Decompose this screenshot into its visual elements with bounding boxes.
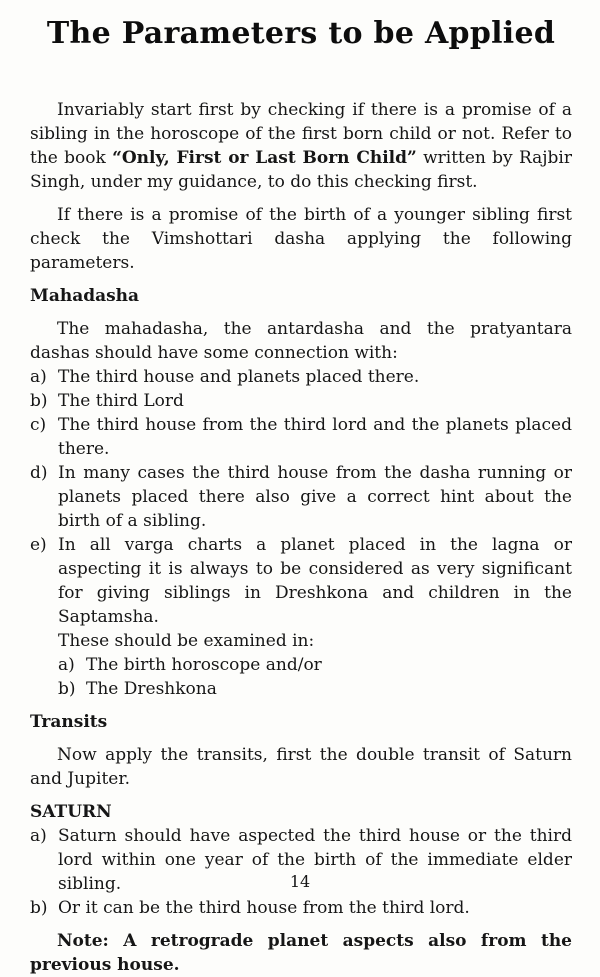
list-item xyxy=(30,365,572,389)
list-marker: a) xyxy=(30,367,47,387)
list-text: Or it can be the third house from the third lord. xyxy=(58,898,470,918)
list-text: The third Lord xyxy=(58,391,184,411)
intro-paragraph xyxy=(30,98,572,194)
examined-block xyxy=(58,629,572,701)
list-marker: c) xyxy=(30,415,47,435)
list-text: The Dreshkona xyxy=(86,679,217,699)
intro-book-title: “Only, First or Last Born Child” xyxy=(112,148,417,168)
list-marker: b) xyxy=(58,679,76,699)
page-title: The Parameters to be Applied xyxy=(46,16,556,51)
examined-intro: These should be examined in: xyxy=(58,631,315,651)
intro-text-part1: Invariably start first by checking if there is a promise of a sibling in the horoscope of the first born child or not. Refer to the book xyxy=(30,100,572,168)
list-text: In many cases the third house from the dasha running or planets placed there also give a correct hint about the birth of a sibling. xyxy=(58,463,572,531)
heading-transits: Transits xyxy=(30,712,108,732)
note-paragraph: Note: A retrograde planet aspects also from the previous house. xyxy=(30,931,572,975)
intro-text-part2: written by Rajbir Singh, under my guidance, to do this checking first. xyxy=(30,148,572,192)
transits-paragraph: Now apply the transits, first the double transit of Saturn and Jupiter. xyxy=(30,745,572,789)
page-number: 14 xyxy=(289,872,311,891)
list-item xyxy=(30,896,572,920)
list-marker: b) xyxy=(30,898,48,918)
list-text: The third house and planets placed there. xyxy=(58,367,420,387)
promise-paragraph: If there is a promise of the birth of a younger sibling first check the Vimshottari dasha applying the following parameters. xyxy=(30,205,572,273)
list-text: The third house from the third lord and the planets placed there. xyxy=(58,415,572,459)
list-marker: b) xyxy=(30,391,48,411)
list-item xyxy=(58,653,572,677)
heading-mahadasha: Mahadasha xyxy=(30,286,140,306)
list-marker: a) xyxy=(58,655,75,675)
list-text: In all varga charts a planet placed in the lagna or aspecting it is always to be considered as very significant for giving siblings in Dreshkona and children in the Saptamsha. xyxy=(58,535,572,627)
list-marker: e) xyxy=(30,535,47,555)
mahadasha-list xyxy=(30,365,572,629)
list-item xyxy=(30,413,572,461)
list-item xyxy=(30,389,572,413)
page-body xyxy=(30,98,572,977)
heading-saturn: SATURN xyxy=(30,802,112,822)
list-item xyxy=(30,533,572,629)
list-item xyxy=(58,677,572,701)
list-marker: a) xyxy=(30,826,47,846)
list-text: Saturn should have aspected the third house or the third lord within one year of the birth of the immediate elder sibling. xyxy=(58,826,572,894)
list-text: The birth horoscope and/or xyxy=(86,655,322,675)
list-item xyxy=(30,461,572,533)
mahadasha-intro-paragraph: The mahadasha, the antardasha and the pratyantara dashas should have some connection with: xyxy=(30,319,572,363)
list-marker: d) xyxy=(30,463,48,483)
examined-list xyxy=(58,653,572,701)
